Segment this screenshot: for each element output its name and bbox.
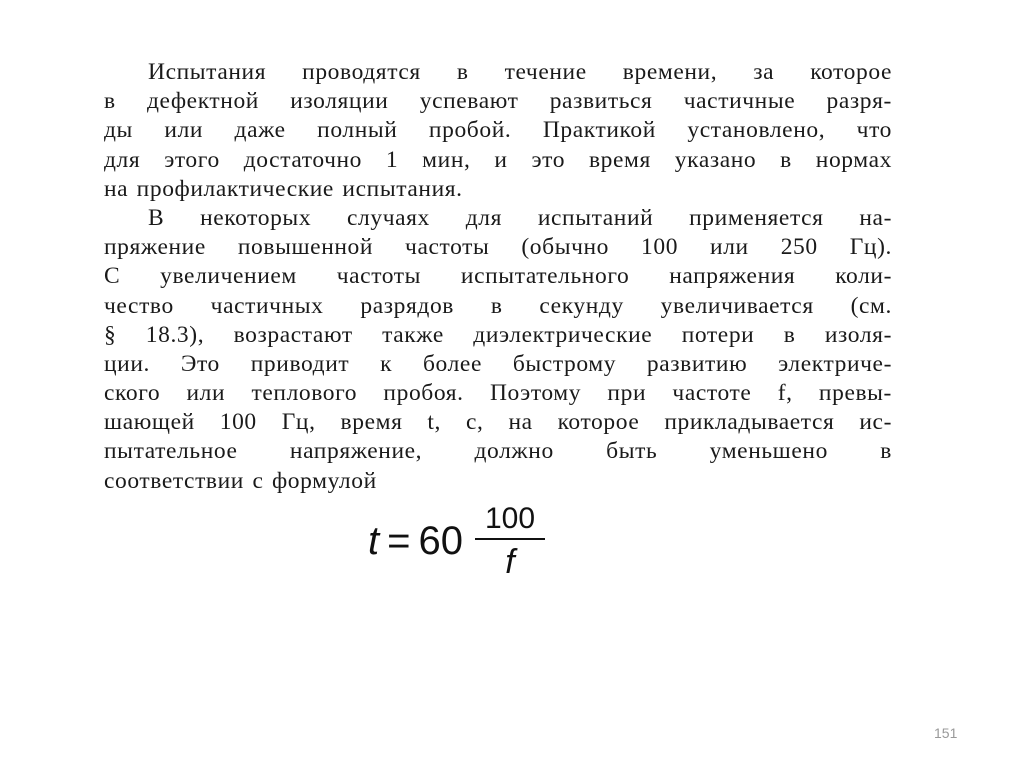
- fraction-bar: [475, 538, 545, 540]
- text-line: ции. Это приводит к более быстрому развитию электриче-: [104, 350, 892, 377]
- formula: [368, 496, 545, 586]
- text-line: шающей 100 Гц, время t, с, на которое прикладывается ис-: [104, 409, 892, 436]
- text-line: пытательное напряжение, должно быть уменьшено в: [104, 438, 892, 465]
- scanned-text-block: [104, 58, 892, 496]
- formula-coefficient: 60: [418, 518, 463, 563]
- text-line: § 18.3), возрастают также диэлектрические потери в изоля-: [104, 321, 892, 348]
- formula-denominator: f: [505, 543, 515, 581]
- text-line: С увеличением частоты испытательного напряжения коли-: [104, 263, 892, 290]
- formula-fraction: [475, 502, 545, 580]
- text-line: Испытания проводятся в течение времени, за которое: [148, 59, 892, 85]
- text-line: соответствии с формулой: [104, 467, 377, 494]
- text-line: В некоторых случаях для испытаний применяется на-: [148, 204, 892, 231]
- text-line: пряжение повышенной частоты (обычно 100 или 250 Гц).: [104, 234, 892, 261]
- text-line: ского или теплового пробоя. Поэтому при частоте f, превы-: [104, 380, 892, 407]
- formula-numerator: 100: [484, 502, 536, 535]
- page-number: 151: [934, 725, 958, 741]
- text-line: ды или даже полный пробой. Практикой установлено, что: [104, 117, 892, 144]
- text-line: для этого достаточно 1 мин, и это время указано в нормах: [104, 146, 892, 173]
- text-line: на профилактические испытания.: [104, 175, 463, 202]
- text-line: в дефектной изоляции успевают развиться частичные разря-: [104, 88, 892, 115]
- text-line: чество частичных разрядов в секунду увеличивается (см.: [104, 292, 892, 319]
- formula-equals: =: [387, 518, 411, 563]
- formula-lhs: t: [368, 518, 380, 563]
